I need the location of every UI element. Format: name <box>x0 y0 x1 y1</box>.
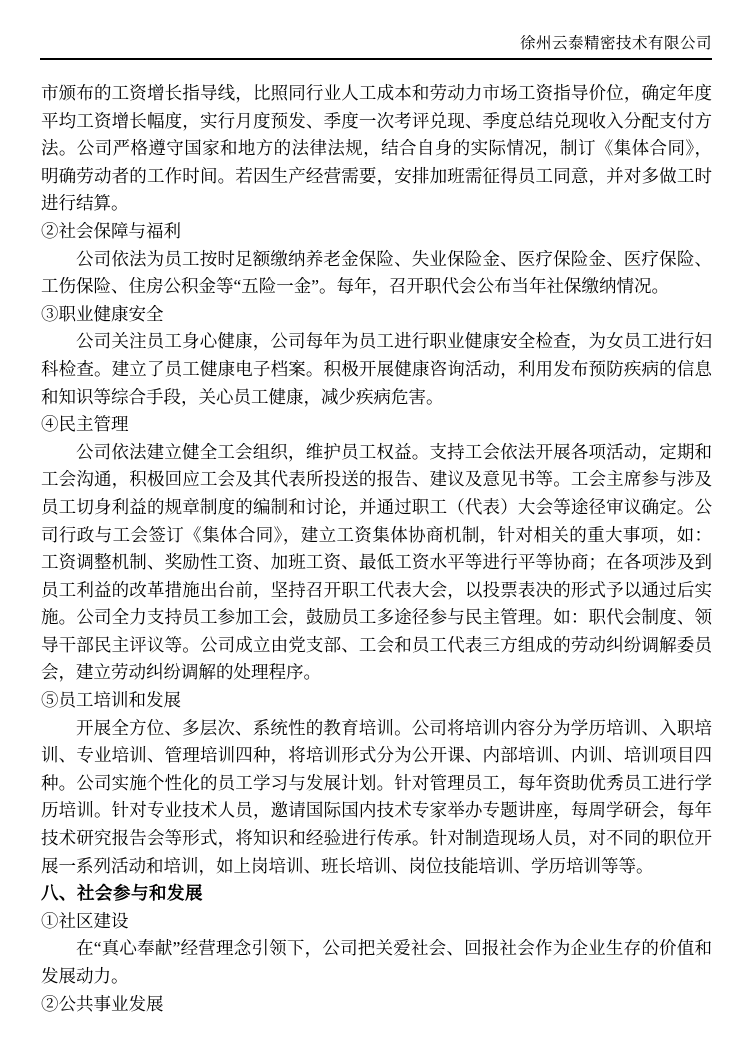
subheading-training: ⑤员工培训和发展 <box>41 690 181 711</box>
heading-social-participation: 八、社会参与和发展 <box>41 883 203 904</box>
subheading-community-building: ①社区建设 <box>41 910 129 931</box>
header-divider <box>40 58 712 60</box>
subheading-occupational-health: ③职业健康安全 <box>41 303 164 324</box>
document-body <box>41 80 712 1018</box>
subheading-social-security: ②社会保障与福利 <box>41 220 181 241</box>
paragraph-democratic-management: 公司依法建立健全工会组织，维护员工权益。支持工会依法开展各项活动，定期和工会沟通，积极回应工会及其代表所投送的报告、建议及意见书等。工会主席参与涉及员工切身利益的规章制度的编制和讨论，并通过职工（代表）大会等途径审议确定。公司行政与工会签订《集体合同》，建立工资集体协商机制，针对相关的重大事项，如：工资调整机制、奖励性工资、加班工资、最低工资水平等进行平等协商；在各项涉及到员工利益的改革措施出台前，坚持召开职工代表大会，以投票表决的形式予以通过后实施。公司全力支持员工参加工会，鼓励员工多途径参与民主管理。如：职代会制度、领导干部民主评议等。公司成立由党支部、工会和员工代表三方组成的劳动纠纷调解委员会，建立劳动纠纷调解的处理程序。 <box>41 441 712 683</box>
paragraph-community-building: 在“真心奉献”经营理念引领下，公司把关爱社会、回报社会作为企业生存的价值和发展动力。 <box>41 938 712 986</box>
subheading-democratic-management: ④民主管理 <box>41 414 129 435</box>
paragraph-social-security: 公司依法为员工按时足额缴纳养老金保险、失业保险金、医疗保险金、医疗保险、工伤保险、住房公积金等“五险一金”。每年，召开职代会公布当年社保缴纳情况。 <box>41 248 712 297</box>
paragraph-training: 开展全方位、多层次、系统性的教育培训。公司将培训内容分为学历培训、入职培训、专业培训、管理培训四种，将培训形式分为公开课、内部培训、内训、培训项目四种。公司实施个性化的员工学习与发展计划。针对管理员工，每年资助优秀员工进行学历培训。针对专业技术人员，邀请国际国内技术专家举办专题讲座，每周学研会，每年技术研究报告会等形式，将知识和经验进行传承。针对制造现场人员，对不同的职位开展一系列活动和培训，如上岗培训、班长培训、岗位技能培训、学历培训等等。 <box>41 717 712 876</box>
subheading-public-utilities: ②公共事业发展 <box>41 993 164 1014</box>
company-name: 徐州云泰精密技术有限公司 <box>519 35 712 52</box>
paragraph-wage-policy: 市颁布的工资增长指导线，比照同行业人工成本和劳动力市场工资指导价位，确定年度平均工资增长幅度，实行月度预发、季度一次考评兑现、季度总结兑现收入分配支付方法。公司严格遵守国家和地方的法律法规，结合自身的实际情况，制订《集体合同》，明确劳动者的工作时间。若因生产经营需要，安排加班需征得员工同意，并对多做工时进行结算。 <box>41 83 712 214</box>
page-header <box>40 33 712 60</box>
paragraph-occupational-health: 公司关注员工身心健康，公司每年为员工进行职业健康安全检查，为女员工进行妇科检查。建立了员工健康电子档案。积极开展健康咨询活动，利用发布预防疾病的信息和知识等综合手段，关心员工健康，减少疾病危害。 <box>41 331 712 407</box>
